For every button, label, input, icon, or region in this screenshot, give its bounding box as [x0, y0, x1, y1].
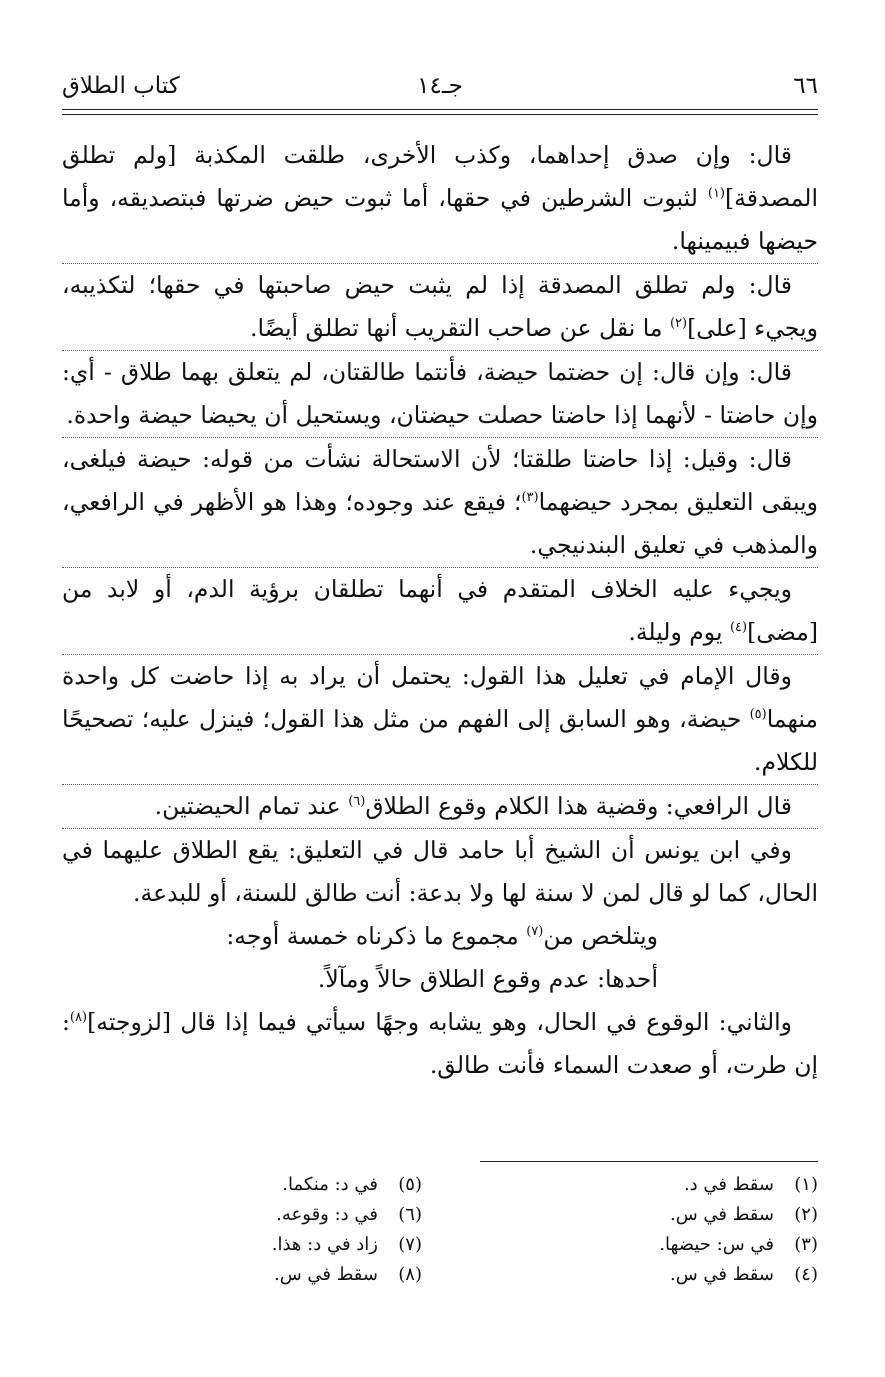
book-title: كتاب الطلاق	[62, 73, 180, 99]
footnotes-column-left	[122, 1170, 422, 1290]
footnote-ref-5: (٥)	[749, 707, 767, 723]
volume-label: جـ١٤	[417, 73, 463, 99]
header-rule-bottom	[62, 114, 818, 115]
footnote: (٦)في د: وقوعه.	[276, 1204, 422, 1225]
footnote: (١)سقط في د.	[683, 1174, 818, 1195]
paragraph-6: وقال الإمام في تعليل هذا القول: يحتمل أن يراد به إذا حاضت كل واحدة منهما$^{(٥)}$ حيضة، وهو السابق إلى الفهم من مثل هذا القول؛ فينزل عليه؛ تصحيحًا للكلام.	[62, 654, 818, 784]
paragraph-4: قال: وقيل: إذا حاضتا طلقتا؛ لأن الاستحالة نشأت من قوله: حيضة فيلغى، ويبقى التعليق بمجرد حيضهما$^{(٣)}$؛ فيقع عند وجوده؛ وهذا هو الأظهر في الرافعي، والمذهب في تعليق البندنيجي.	[62, 437, 818, 567]
header-rule-top	[62, 109, 818, 110]
paragraph-1: قال: وإن صدق إحداهما، وكذب الأخرى، طلقت المكذبة [ولم تطلق المصدقة]$^{(١)}$ لثبوت الشرطين في حقها، أما ثبوت حيض ضرتها فبتصديقه، وأما حيضها فبيمينها.	[62, 141, 818, 255]
footnote-ref-3: (٣)	[521, 490, 539, 506]
page-number: ٦٦	[793, 73, 818, 99]
paragraph-3: قال: وإن قال: إن حضتما حيضة، فأنتما طالقتان، لم يتعلق بهما طلاق - أي: وإن حاضتا - لأنهما إذا حاضتا حصلت حيضتان، ويستحيل أن يحيضا حيضة واحدة.	[62, 350, 818, 437]
footnote-ref-2: (٢)	[669, 316, 688, 332]
footnote-ref-1: (١)	[707, 186, 725, 202]
footnote: (٥)في د: منكما.	[282, 1174, 422, 1195]
footnote-ref-7: (٧)	[526, 924, 544, 940]
paragraph-8: وفي ابن يونس أن الشيخ أبا حامد قال في التعليق: يقع الطلاق عليهما في الحال، كما لو قال لمن لا سنة لها ولا بدعة: أنت طالق للسنة، أو للبدعة.	[62, 828, 818, 915]
page-header	[62, 68, 818, 104]
footnotes-column-right	[478, 1170, 818, 1290]
footnote: (٧)زاد في د: هذا.	[271, 1234, 422, 1255]
paragraph-11: والثاني: الوقوع في الحال، وهو يشابه وجهًا سيأتي فيما إذا قال [لزوجته]$^{(٨)}$: إن طرت، أو صعدت السماء فأنت طالق.	[62, 1008, 818, 1079]
footnote-ref-6: (٦)	[348, 794, 366, 810]
footnote: (٣)في س: حيضها.	[659, 1234, 818, 1255]
main-text	[62, 134, 818, 1087]
footnote: (٢)سقط في س.	[669, 1204, 818, 1225]
paragraph-7: قال الرافعي: وقضية هذا الكلام وقوع الطلاق$^{(٦)}$ عند تمام الحيضتين.	[62, 784, 818, 828]
footnote: (٨)سقط في س.	[273, 1264, 422, 1285]
footnote-ref-8: (٨)	[69, 1010, 88, 1026]
paragraph-2: قال: ولم تطلق المصدقة إذا لم يثبت حيض صاحبتها في حقها؛ لتكذيبه، ويجيء [على]$^{(٢)}$ ما نقل عن صاحب التقريب أنها تطلق أيضًا.	[62, 263, 818, 350]
footnote: (٤)سقط في س.	[669, 1264, 818, 1285]
paragraph-10: أحدها: عدم وقوع الطلاق حالاً ومآلاً.	[317, 965, 658, 993]
footnote-rule	[480, 1161, 818, 1162]
paragraph-9: ويتلخص من$^{(٧)}$ مجموع ما ذكرناه خمسة أوجه:	[226, 922, 658, 950]
footnotes	[62, 1170, 818, 1300]
footnote-ref-4: (٤)	[729, 620, 748, 636]
paragraph-5: ويجيء عليه الخلاف المتقدم في أنهما تطلقان برؤية الدم، أو لابد من [مضى]$^{(٤)}$ يوم وليلة.	[62, 567, 818, 654]
